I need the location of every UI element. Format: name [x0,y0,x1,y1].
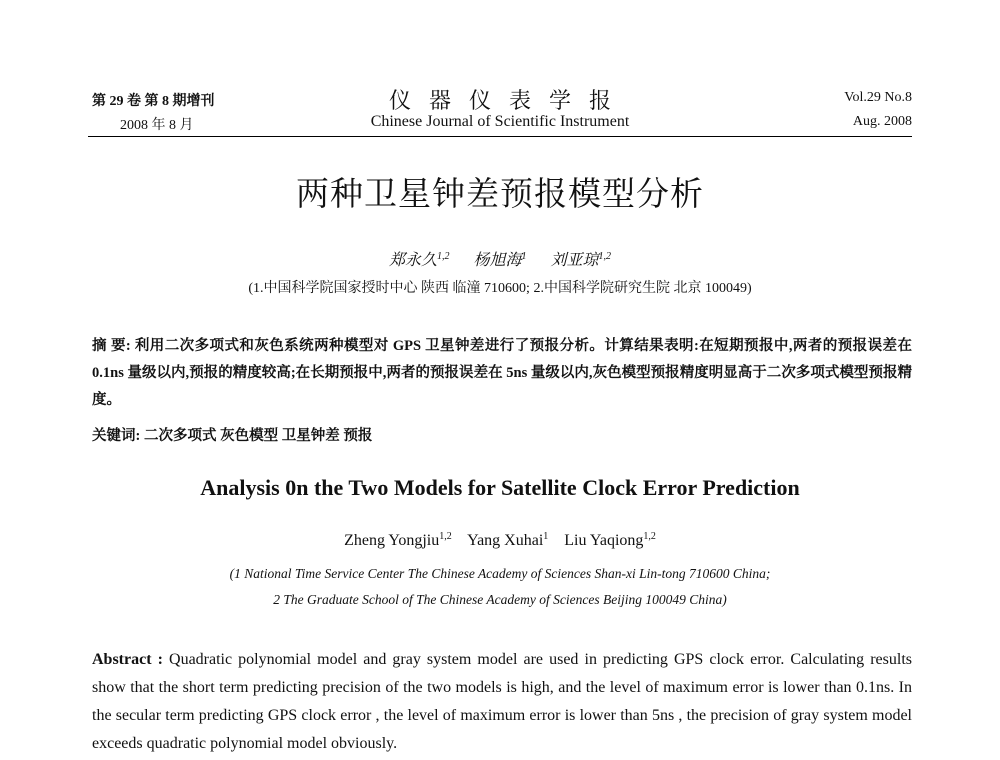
author-affiliation-mark: 1,2 [439,531,452,542]
keywords-cn-label: 关键词: [92,428,141,444]
volume-issue: 第 29 卷 第 8 期增刊 [92,94,215,109]
abstract-cn-label: 摘 要: [92,338,131,354]
author-en: Yang Xuhai [467,532,544,549]
author-affiliation-mark: 1,2 [436,251,450,262]
header-divider [88,136,912,137]
author-affiliation-mark: 1,2 [643,531,656,542]
abstract-cn [92,333,912,414]
author-en: Liu Yaqiong [564,532,644,549]
author-affiliation-mark: 1 [521,251,527,262]
author-cn: 杨旭海 [473,252,522,269]
abstract-en-text: Quadratic polynomial model and gray system model are used in predicting GPS clock error. Calculating results show that the short term predicting precision of the two models is high, and the level of maximum error is lower than 0.1ns. In the secular term predicting GPS clock error , the level of maximum error is lower than 5ns , the precision of gray system model exceeds quadratic polynomial model obviously. [92,651,913,752]
author-cn: 刘亚琼 [550,252,599,269]
author-affiliation-mark: 1,2 [598,251,612,262]
affiliation-cn: (1.中国科学院国家授时中心 陕西 临潼 710600; 2.中国科学院研究生院 北京 100049) [248,281,752,296]
journal-name-en: Chinese Journal of Scientific Instrument [370,113,630,130]
author-en: Zheng Yongjiu [344,532,440,549]
volume-number-en: Vol.29 No.8 [844,90,912,105]
abstract-cn-text: 利用二次多项式和灰色系统两种模型对 GPS 卫星钟差进行了预报分析。计算结果表明:在短期预报中,两者的预报误差在 0.1ns 量级以内,预报的精度较高;在长期预报中,两者的预报误差在 5ns 量级以内,灰色模型预报精度明显高于二次多项式模型预报精度。 [92,338,912,408]
affiliation-en-2: 2 The Graduate School of The Chinese Academy of Sciences Beijing 100049 China) [273,592,727,607]
paper-title-en: Analysis 0n the Two Models for Satellite Clock Error Prediction [200,475,800,500]
abstract-en [92,646,912,758]
keywords-cn-text: 二次多项式 灰色模型 卫星钟差 预报 [140,428,373,444]
keywords-cn [92,424,372,445]
paper-title-cn: 两种卫星钟差预报模型分析 [296,174,704,213]
journal-name-cn: 仪器仪表学报 [388,88,629,113]
publication-date-cn: 2008 年 8 月 [120,118,194,133]
author-affiliation-mark: 1 [543,531,549,542]
author-cn: 郑永久 [388,252,437,269]
authors-cn [0,247,1000,270]
publication-date-en: Aug. 2008 [852,114,912,129]
authors-en [0,532,1000,550]
affiliation-en-1: (1 National Time Service Center The Chinese Academy of Sciences Shan-xi Lin-tong 710600 China; [229,566,771,581]
abstract-en-label: Abstract : [92,651,163,668]
